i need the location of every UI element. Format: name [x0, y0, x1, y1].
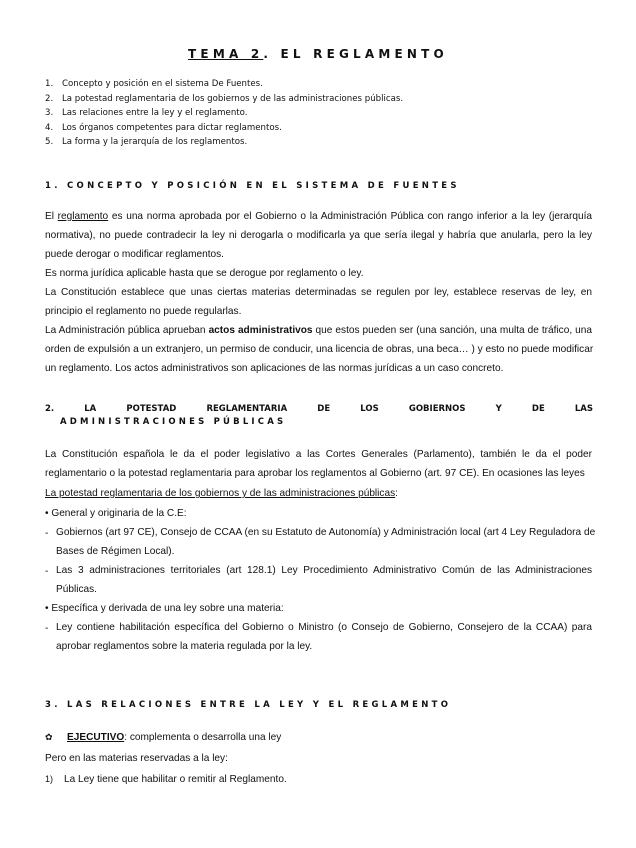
- list-item: Gobiernos (art 97 CE), Consejo de CCAA (en su Estatuto de Autonomía) y Administración local (art 4 Ley Reguladora de Bases de Régimen Local).: [56, 527, 596, 558]
- bullet-item: • Específica y derivada de una ley sobre una materia:: [45, 603, 284, 614]
- paragraph: Pero en las materias reservadas a la ley:: [45, 753, 228, 764]
- list-item: Ley contiene habilitación específica del Gobierno o Ministro (o Consejo de Gobierno, Consejero de la CCAA) para aprobar reglamentos sobre la materia regulada por la ley.: [56, 622, 592, 653]
- section-1-heading: 1. CONCEPTO Y POSICIÓN EN EL SISTEMA DE FUENTES: [45, 181, 460, 191]
- table-of-contents: [45, 77, 403, 150]
- toc-item: 2. La potestad reglamentaria de los gobiernos y de las administraciones públicas.: [45, 93, 404, 104]
- section-2-heading-line-2: ADMINISTRACIONES PÚBLICAS: [60, 417, 287, 427]
- section-1-paragraph-4: La Administración pública aprueban actos administrativos que estos pueden ser (una sanción, una multa de tráfico, una orden de expulsión a un extranjero, un permiso de conducir, una licencia de obras, una beca… ) y esto no puede modificar un reglamento. Los actos administrativos son aplicaciones de las normas jurídicas a un caso concreto.: [45, 325, 594, 375]
- list-item: ✿ EJECUTIVO: complementa o desarrolla una ley: [45, 728, 281, 747]
- dash-marker: -: [45, 623, 49, 634]
- toc-item: 1. Concepto y posición en el sistema De Fuentes.: [45, 79, 263, 89]
- section-1-paragraph-3: La Constitución establece que unas ciertas materias determinadas se regulen por ley, establece reservas de ley, en principio el reglamento no puede regularlas.: [45, 287, 592, 318]
- toc-item: 4. Los órganos competentes para dictar reglamentos.: [45, 122, 282, 133]
- section-1-paragraph-2: Es norma jurídica aplicable hasta que se derogue por reglamento o ley.: [45, 268, 364, 279]
- dash-marker: -: [45, 528, 49, 539]
- section-2-heading-line-1: 2. LA POTESTAD REGLAMENTARIA DE LOS GOBIERNOS Y DE LAS: [45, 404, 593, 414]
- toc-item: 3. Las relaciones entre la ley y el reglamento.: [45, 108, 248, 119]
- page-title: TEMA 2. EL REGLAMENTO: [188, 47, 448, 61]
- section-2-subtitle: La potestad reglamentaria de los gobiernos y de las administraciones públicas:: [45, 488, 398, 499]
- section-2-heading: [45, 404, 593, 427]
- bullet-item: • General y originaria de la C.E:: [45, 508, 187, 519]
- numbered-item: 1) La Ley tiene que habilitar o remitir al Reglamento.: [45, 774, 287, 785]
- pin-icon: ✿: [45, 732, 53, 742]
- list-item: Las 3 administraciones territoriales (art 128.1) Ley Procedimiento Administrativo Común de las Administraciones Públicas.: [56, 565, 592, 596]
- section-2-paragraph-1: La Constitución española le da el poder legislativo a las Cortes Generales (Parlamento), también le da el poder reglamentario o la potestad reglamentaria para aprobar los reglamentos al Gobierno (art. 97 CE). En ocasiones las leyes: [45, 449, 592, 480]
- dash-marker: -: [45, 566, 49, 577]
- section-3-heading: 3. LAS RELACIONES ENTRE LA LEY Y EL REGLAMENTO: [45, 700, 452, 710]
- toc-item: 5. La forma y la jerarquía de los reglamentos.: [45, 137, 248, 148]
- section-1-paragraph-1: El reglamento es una norma aprobada por el Gobierno o la Administración Pública con rango inferior a la ley (jerarquía normativa), no puede contradecir la ley ni derogarla o modificarla ya que sería ilegal y habría que anularla, pero la ley puede derogar o modificar reglamentos.: [45, 211, 592, 261]
